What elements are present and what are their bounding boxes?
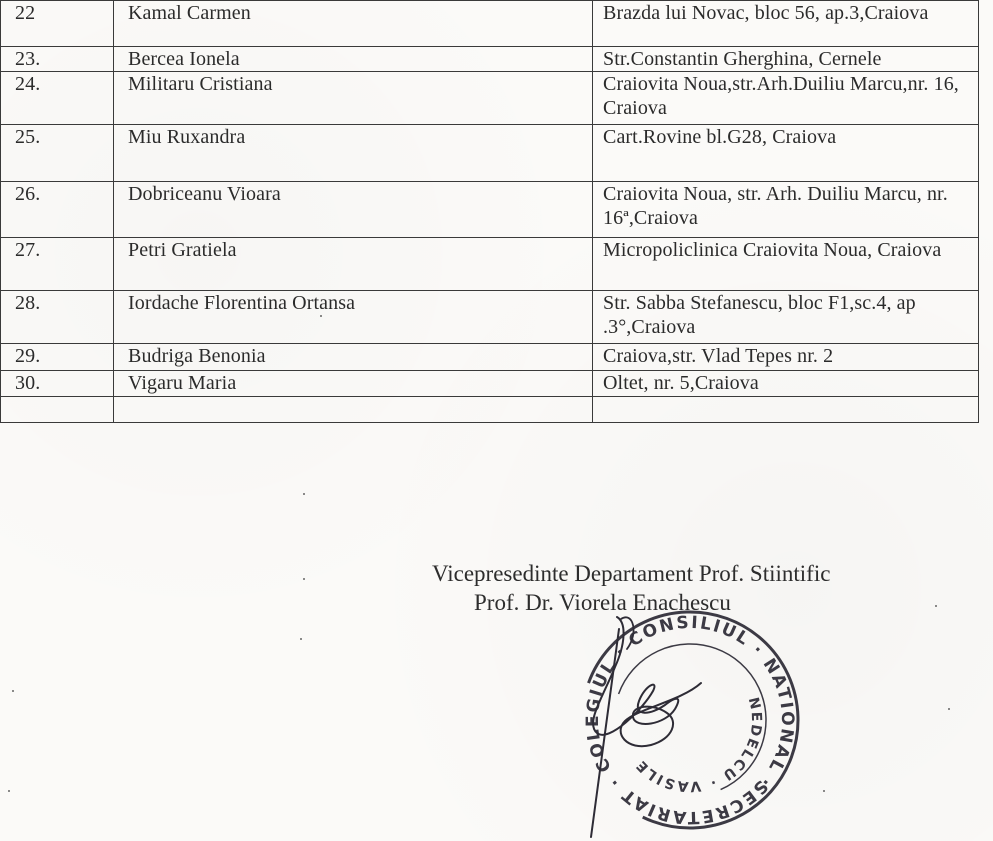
table-row [1,1,979,47]
person-address: Craiovita Noua,str.Arh.Duiliu Marcu,nr. 16, Craiova [593,72,979,125]
table-row [1,182,979,238]
person-name: Iordache Florentina Ortansa [114,291,593,344]
signatory-title: Vicepresedinte Departament Prof. Stiintific [432,561,831,586]
person-address: Str. Sabba Stefanescu, bloc F1,sc.4, ap .3°,Craiova [593,291,979,344]
scan-speck [823,790,825,792]
row-number: 26. [1,182,114,238]
row-number: 27. [1,238,114,291]
person-address: Brazda lui Novac, bloc 56, ap.3,Craiova [593,1,979,47]
person-name: Vigaru Maria [114,371,593,397]
person-address: Micropoliclinica Craiovita Noua, Craiova [593,238,979,291]
roster-table [0,0,979,423]
person-address: Cart.Rovine bl.G28, Craiova [593,125,979,182]
person-name: Bercea Ionela [114,47,593,72]
scan-speck [948,708,950,710]
scan-speck [12,690,14,692]
person-name: Militaru Cristiana [114,72,593,125]
person-address: Craiova,str. Vlad Tepes nr. 2 [593,344,979,371]
row-number [1,397,114,423]
row-number: 28. [1,291,114,344]
person-address: Str.Constantin Gherghina, Cernele [593,47,979,72]
row-number: 30. [1,371,114,397]
signatory-name: Prof. Dr. Viorela Enachescu [474,590,731,615]
table-row [1,291,979,344]
table-row [1,344,979,371]
table-row [1,72,979,125]
table-row [1,238,979,291]
person-address: Craiovita Noua, str. Arh. Duiliu Marcu, nr. 16ª,Craiova [593,182,979,238]
stamp-outer-text: SECRETARIAT · COLEGIUL · CONSILIUL · NATIONAL · [582,612,798,828]
table-row [1,47,979,72]
scan-speck [935,605,937,607]
table-row [1,125,979,182]
person-name [114,397,593,423]
stamp-inner-text: NEDELCU · VASILE [632,695,765,795]
person-name: Dobriceanu Vioara [114,182,593,238]
scan-speck [320,315,322,317]
table-row [1,397,979,423]
person-name: Petri Gratiela [114,238,593,291]
row-number: 23. [1,47,114,72]
person-name: Kamal Carmen [114,1,593,47]
row-number: 24. [1,72,114,125]
person-address: Oltet, nr. 5,Craiova [593,371,979,397]
table-row [1,371,979,397]
handwritten-signature [555,605,715,841]
row-number: 29. [1,344,114,371]
scan-speck [8,790,10,792]
scan-speck [300,638,302,640]
person-name: Budriga Benonia [114,344,593,371]
person-address [593,397,979,423]
scan-speck [303,578,305,580]
person-name: Miu Ruxandra [114,125,593,182]
row-number: 22 [1,1,114,47]
scan-speck [303,493,305,495]
row-number: 25. [1,125,114,182]
